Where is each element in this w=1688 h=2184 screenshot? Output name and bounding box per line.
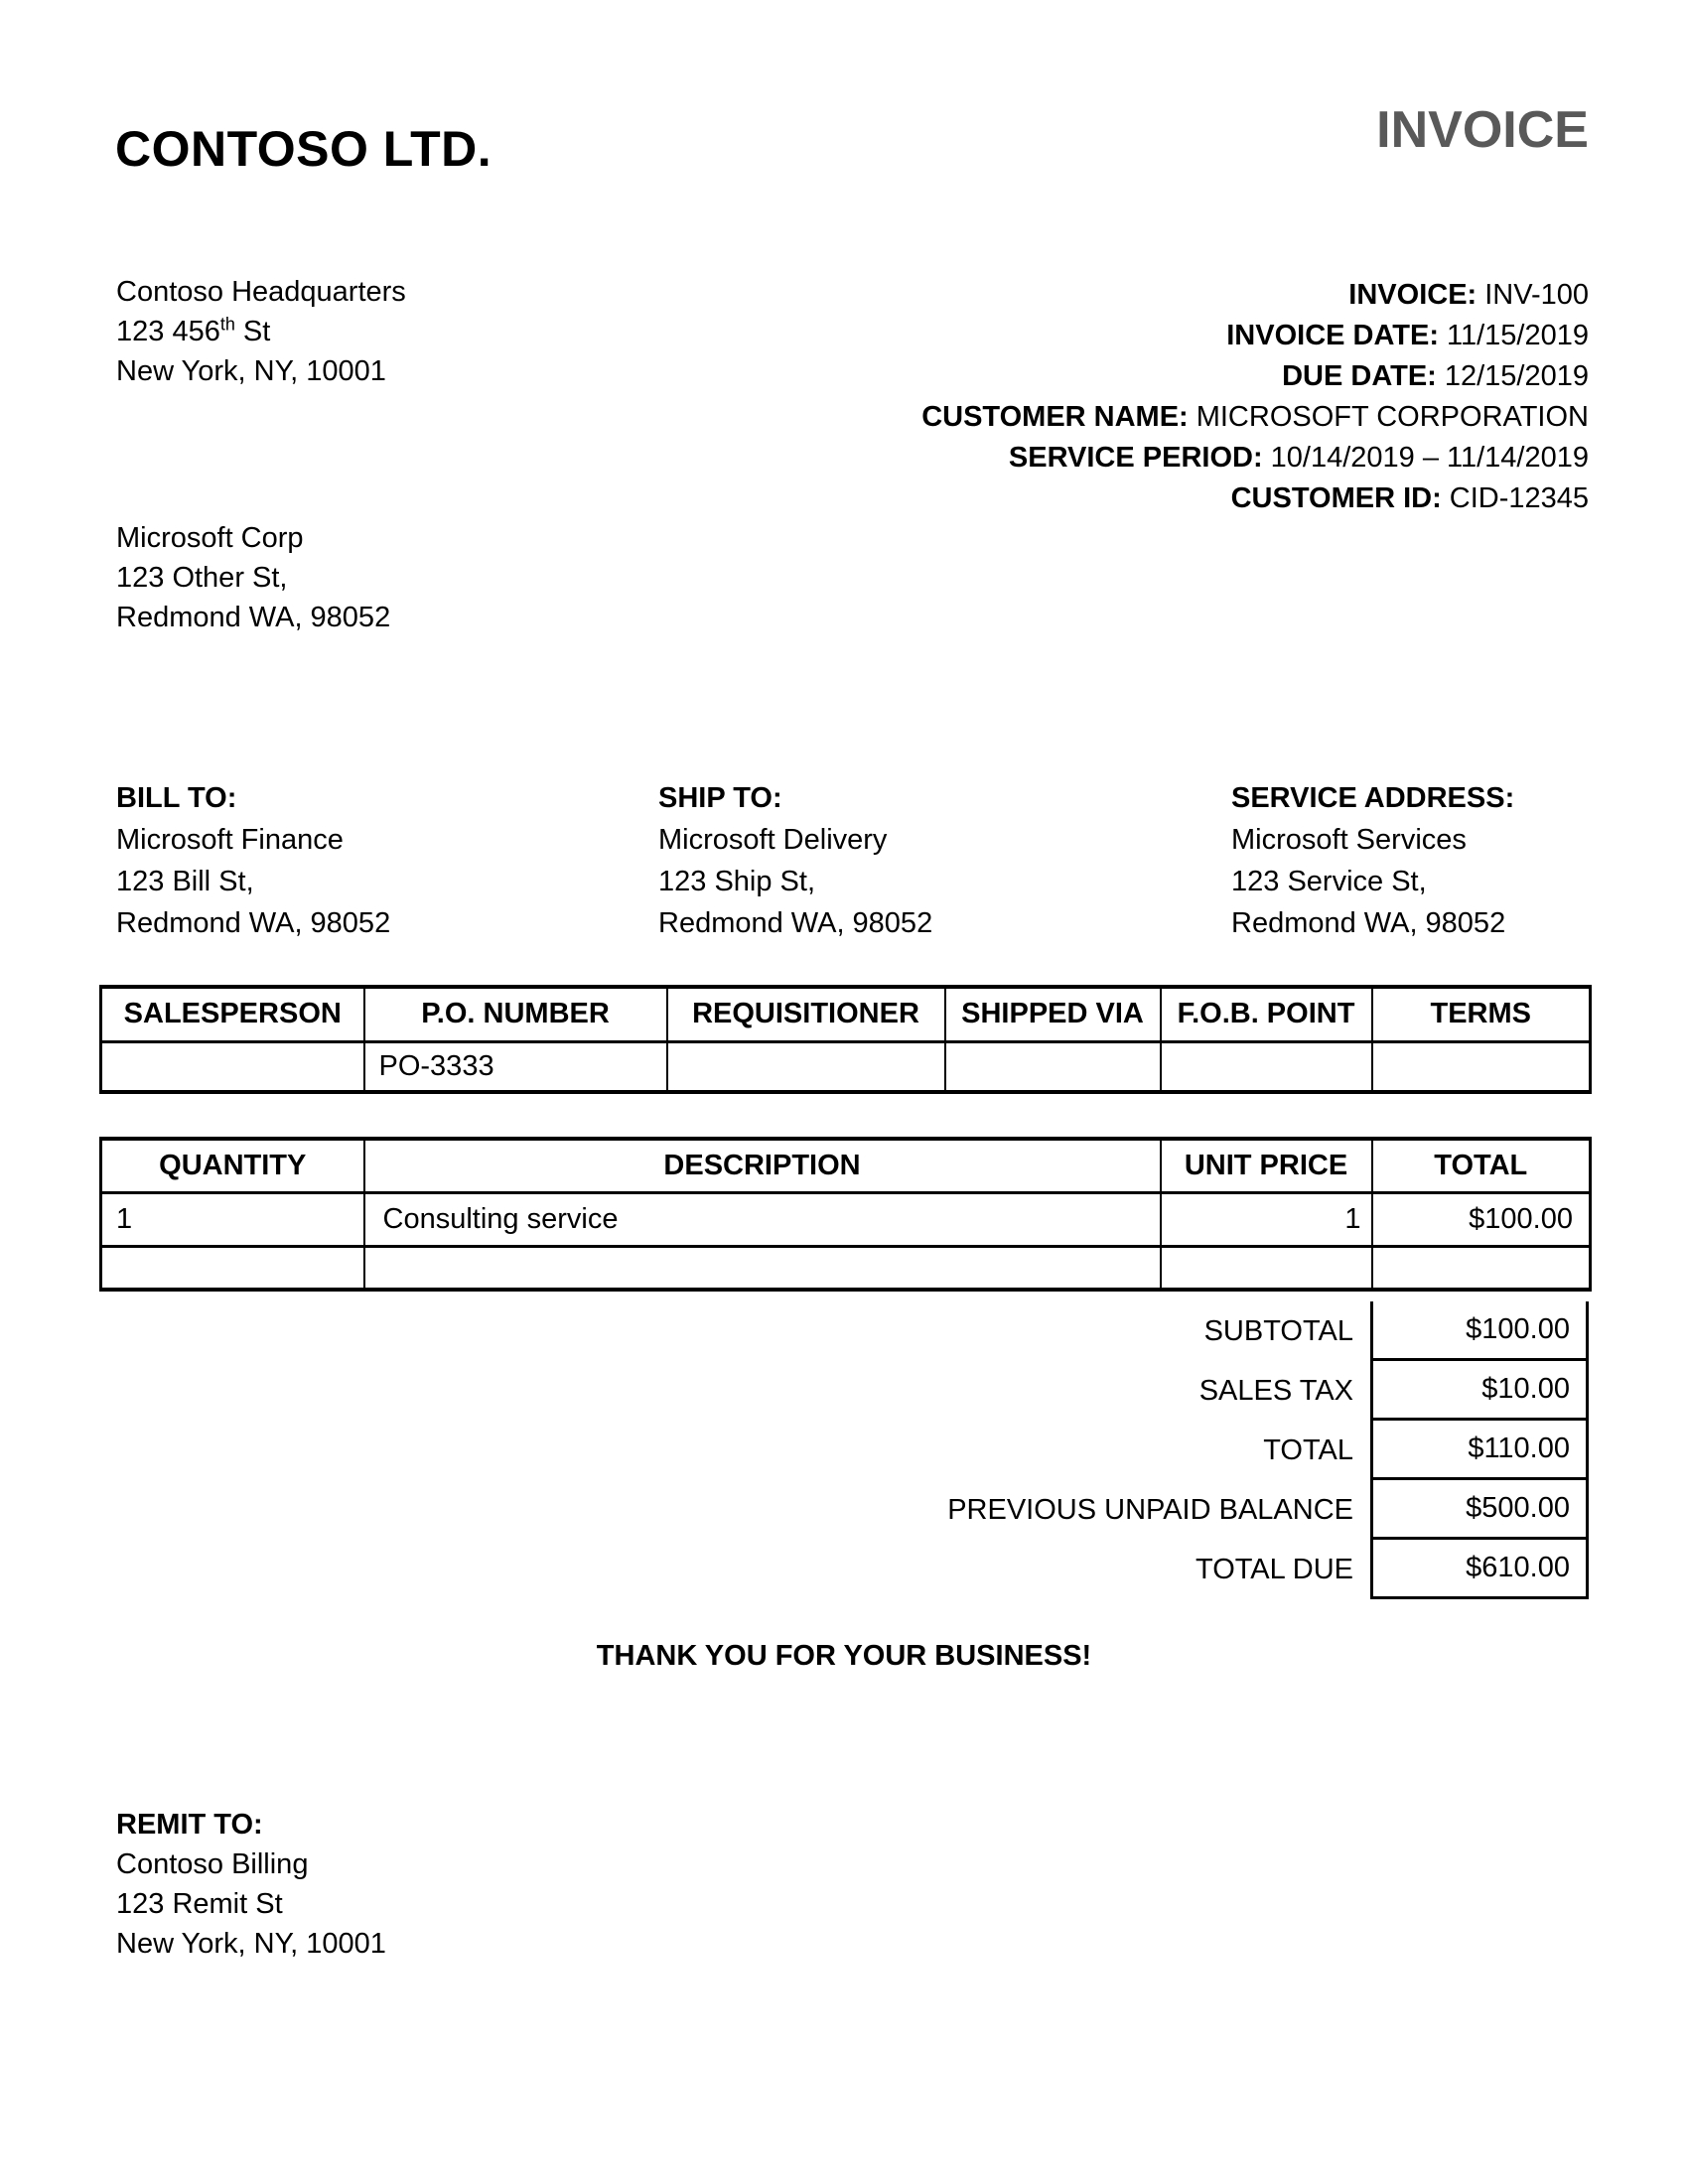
total-due-value: $610.00	[1370, 1540, 1589, 1599]
cell-po-number: PO-3333	[364, 1041, 667, 1092]
cell-shipped-via	[945, 1041, 1161, 1092]
header-terms: TERMS	[1372, 987, 1591, 1041]
total-value: $110.00	[1370, 1421, 1589, 1480]
header-po-number: P.O. NUMBER	[364, 987, 667, 1041]
totals-row-total	[99, 1421, 1589, 1480]
service-address-block	[1231, 777, 1514, 944]
line-items-header-row	[101, 1139, 1591, 1192]
meta-line-customer-name: CUSTOMER NAME: MICROSOFT CORPORATION	[921, 401, 1589, 433]
header-fob-point: F.O.B. POINT	[1161, 987, 1372, 1041]
cell-description: Consulting service	[364, 1192, 1161, 1246]
total-label: TOTAL	[1263, 1433, 1353, 1466]
bill-to-line: Microsoft Finance	[116, 824, 344, 856]
customer-address	[116, 518, 390, 637]
header-description: DESCRIPTION	[364, 1139, 1161, 1192]
ship-to-block	[658, 777, 932, 944]
ship-to-heading: SHIP TO:	[658, 782, 782, 814]
meta-line-customer-id: CUSTOMER ID: CID-12345	[1230, 482, 1589, 514]
meta-line-invoice-number: INVOICE: INV-100	[1348, 279, 1589, 311]
bill-to-heading: BILL TO:	[116, 782, 237, 814]
totals-row-previous-balance	[99, 1480, 1589, 1540]
header-shipped-via: SHIPPED VIA	[945, 987, 1161, 1041]
totals-row-subtotal	[99, 1301, 1589, 1361]
subtotal-value: $100.00	[1370, 1301, 1589, 1361]
ordinal-superscript: th	[219, 314, 235, 335]
cell-unit-price: 1	[1161, 1192, 1372, 1246]
totals-row-sales-tax	[99, 1361, 1589, 1421]
invoice-meta-block	[921, 275, 1589, 519]
cell-unit-price	[1161, 1246, 1372, 1290]
meta-line-service-period: SERVICE PERIOD: 10/14/2019 – 11/14/2019	[1008, 442, 1589, 474]
total-due-label: TOTAL DUE	[1196, 1553, 1353, 1585]
meta-line-invoice-date: INVOICE DATE: 11/15/2019	[1226, 320, 1589, 351]
ship-to-line: Redmond WA, 98052	[658, 907, 933, 939]
previous-balance-label: PREVIOUS UNPAID BALANCE	[947, 1493, 1353, 1526]
cell-fob-point	[1161, 1041, 1372, 1092]
company-address-street: 123 456th St	[116, 314, 271, 347]
ship-to-line: 123 Ship St,	[658, 866, 815, 897]
sales-tax-value: $10.00	[1370, 1361, 1589, 1421]
cell-quantity	[101, 1246, 364, 1290]
sales-tax-label: SALES TAX	[1198, 1374, 1353, 1407]
order-info-header-row	[101, 987, 1591, 1041]
cell-terms	[1372, 1041, 1591, 1092]
customer-address-line: Microsoft Corp	[116, 522, 304, 554]
previous-balance-value: $500.00	[1370, 1480, 1589, 1540]
ship-to-line: Microsoft Delivery	[658, 824, 888, 856]
header-total: TOTAL	[1372, 1139, 1591, 1192]
meta-line-due-date: DUE DATE: 12/15/2019	[1282, 360, 1589, 392]
bill-to-line: 123 Bill St,	[116, 866, 254, 897]
line-item-empty-row	[101, 1246, 1591, 1290]
remit-to-line: New York, NY, 10001	[116, 1928, 386, 1960]
cell-requisitioner	[667, 1041, 945, 1092]
subtotal-label: SUBTOTAL	[1203, 1314, 1353, 1347]
company-address-line: Contoso Headquarters	[116, 276, 406, 308]
company-address	[116, 272, 406, 391]
remit-to-line: Contoso Billing	[116, 1848, 309, 1880]
service-address-line: Redmond WA, 98052	[1231, 907, 1506, 939]
order-info-table	[99, 985, 1592, 1094]
header-salesperson: SALESPERSON	[101, 987, 364, 1041]
cell-salesperson	[101, 1041, 364, 1092]
totals-row-total-due	[99, 1540, 1589, 1599]
service-address-line: 123 Service St,	[1231, 866, 1427, 897]
line-items-table	[99, 1137, 1592, 1292]
cell-quantity: 1	[101, 1192, 364, 1246]
order-info-data-row	[101, 1041, 1591, 1092]
invoice-title: INVOICE	[1376, 101, 1589, 159]
customer-address-line: 123 Other St,	[116, 562, 288, 594]
totals-section	[99, 1301, 1589, 1599]
remit-to-block	[116, 1805, 386, 1964]
customer-address-line: Redmond WA, 98052	[116, 602, 391, 633]
company-address-line: New York, NY, 10001	[116, 355, 386, 387]
service-address-line: Microsoft Services	[1231, 824, 1467, 856]
remit-to-heading: REMIT TO:	[116, 1809, 263, 1841]
thank-you-message: THANK YOU FOR YOUR BUSINESS!	[596, 1640, 1092, 1672]
cell-description	[364, 1246, 1161, 1290]
service-address-heading: SERVICE ADDRESS:	[1231, 782, 1515, 814]
cell-line-total: $100.00	[1372, 1192, 1591, 1246]
header-unit-price: UNIT PRICE	[1161, 1139, 1372, 1192]
header-requisitioner: REQUISITIONER	[667, 987, 945, 1041]
bill-to-block	[116, 777, 390, 944]
cell-line-total	[1372, 1246, 1591, 1290]
line-item-row	[101, 1192, 1591, 1246]
header-quantity: QUANTITY	[101, 1139, 364, 1192]
remit-to-line: 123 Remit St	[116, 1888, 283, 1920]
company-name: CONTOSO LTD.	[115, 121, 492, 177]
bill-to-line: Redmond WA, 98052	[116, 907, 391, 939]
